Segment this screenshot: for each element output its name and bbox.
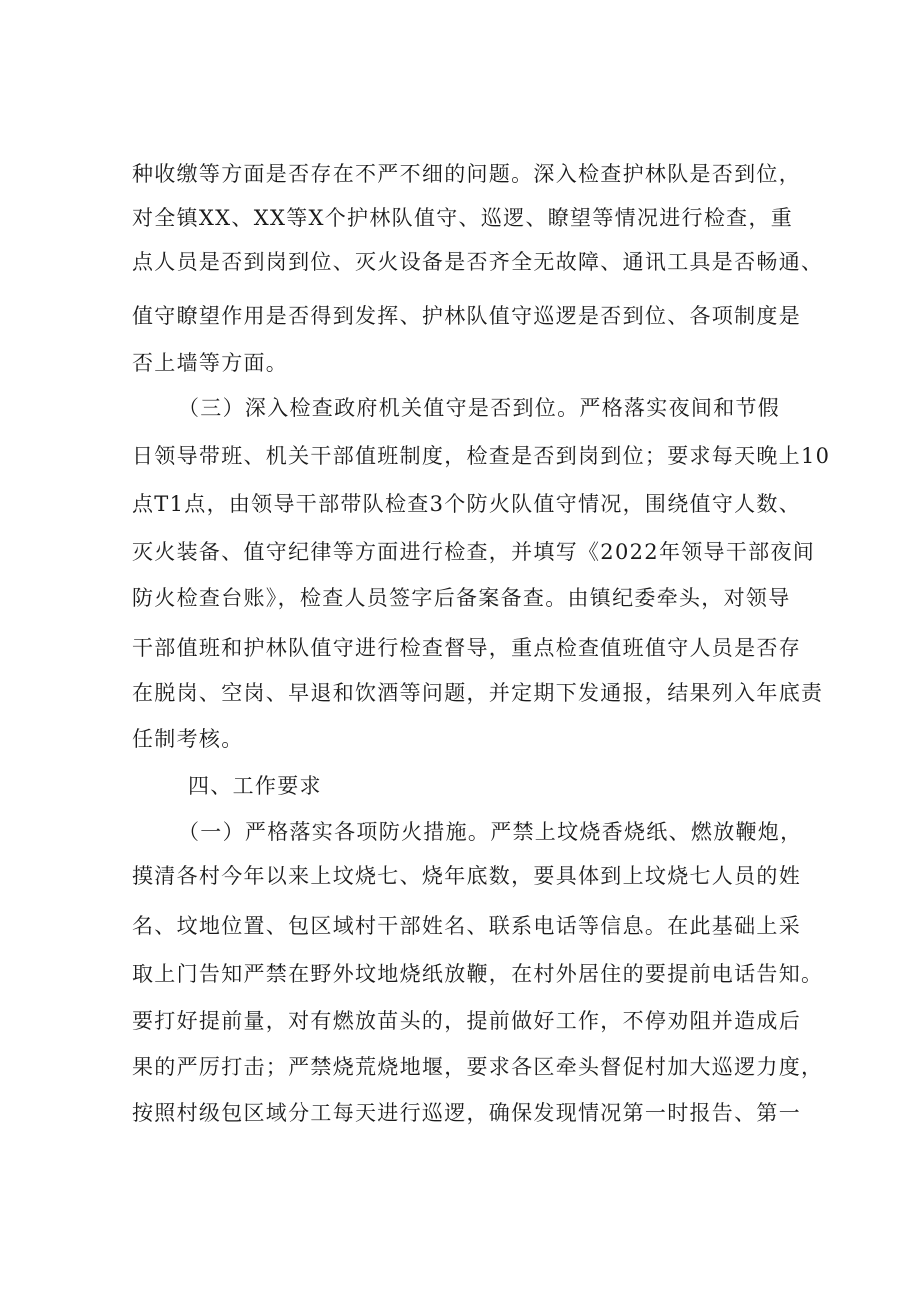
text-line-1: 种收缴等方面是否存在不严不细的问题。深入检查护林队是否到位， [132, 162, 801, 186]
text-line-18: 取上门告知严禁在野外坟地烧纸放鞭，在村外居住的要提前电话告知。 [132, 962, 824, 986]
text-line-2: 对全镇XX、XX等X个护林队值守、巡逻、瞭望等情况进行检查，重 [132, 206, 794, 230]
text-line-9: 灭火装备、值守纪律等方面进行检查，并填写《2022年领导干部夜间 [132, 540, 816, 564]
text-line-10: 防火检查台账》，检查人员签字后备案备查。由镇纪委牵头，对领导 [132, 586, 791, 610]
text-line-5: 否上墙等方面。 [132, 351, 289, 375]
paragraph-3-first-line: （三）深入检查政府机关值守是否到位。严格落实夜间和节假 [178, 396, 781, 420]
text-line-8: 点T1点，由领导干部带队检查3个防火队值守情况，围绕值守人数、 [132, 492, 802, 516]
text-line-20: 果的严厉打击；严禁烧荒烧地堰，要求各区牵头督促村加大巡逻力度， [132, 1055, 824, 1079]
paragraph-4-first-line: （一）严格落实各项防火措施。严禁上坟烧香烧纸、燃放鞭炮， [178, 820, 803, 844]
text-line-11: 干部值班和护林队值守进行检查督导，重点检查值班值守人员是否存 [132, 636, 801, 660]
text-line-16: 摸清各村今年以来上坟烧七、烧年底数，要具体到上坟烧七人员的姓 [132, 864, 801, 888]
text-line-17: 名、坟地位置、包区域村干部姓名、联系电话等信息。在此基础上采 [132, 914, 801, 938]
section-heading: 四、工作要求 [188, 774, 322, 798]
text-line-12: 在脱岗、空岗、早退和饮酒等问题，并定期下发通报，结果列入年底责 [132, 681, 824, 705]
text-line-21: 按照村级包区域分工每天进行巡逻，确保发现情况第一时报告、第一 [132, 1101, 801, 1125]
text-line-3: 点人员是否到岗到位、灭火设备是否齐全无故障、通讯工具是否畅通、 [132, 250, 824, 274]
text-line-7: 日领导带班、机关干部值班制度，检查是否到岗到位；要求每天晚上10 [132, 444, 831, 468]
text-line-13: 任制考核。 [132, 727, 244, 751]
text-line-4: 值守瞭望作用是否得到发挥、护林队值守巡逻是否到位、各项制度是 [132, 304, 801, 328]
text-line-19: 要打好提前量，对有燃放苗头的，提前做好工作，不停劝阻并造成后 [132, 1009, 801, 1033]
